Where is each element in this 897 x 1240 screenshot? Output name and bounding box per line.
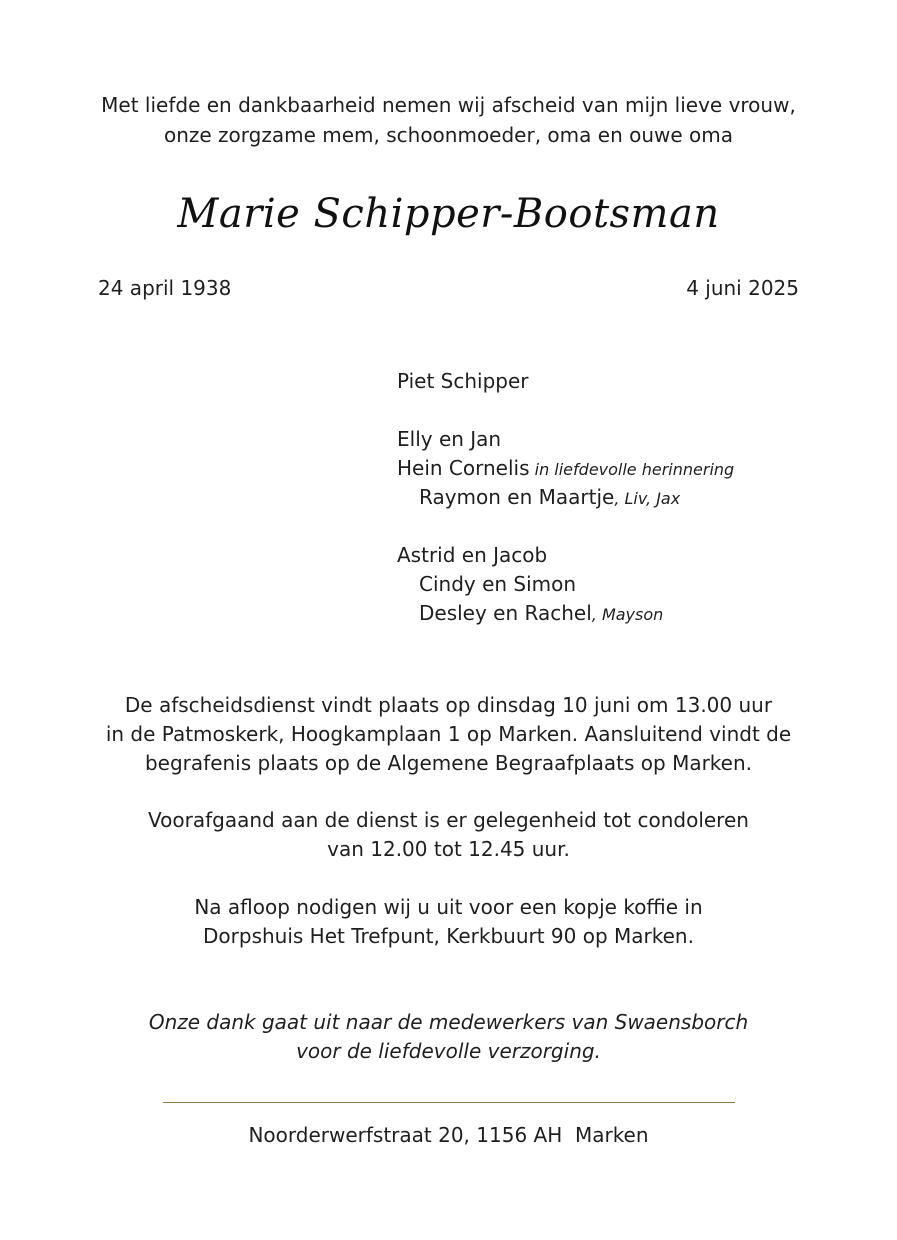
coffee-line-1: Na afloop nodigen wij u uit voor een kopje koffie in — [194, 895, 703, 919]
family-grandchild-1-name: Raymon en Maartje — [419, 485, 615, 509]
family-grandchild-3 — [397, 599, 734, 628]
thanks-line-2: voor de liefdevolle verzorging. — [296, 1039, 601, 1063]
family-grandchild-1 — [397, 483, 734, 512]
intro-line-2: onze zorgzame mem, schoonmoeder, oma en ouwe oma — [163, 123, 734, 147]
family-child-1: Elly en Jan — [397, 427, 502, 451]
service-line-2: in de Patmoskerk, Hoogkamplaan 1 op Marken. Aansluitend vindt de — [105, 722, 792, 746]
family-child-2-note: in liefdevolle herinnering — [529, 460, 735, 479]
intro-line-1: Met liefde en dankbaarheid nemen wij afscheid van mijn lieve vrouw, — [101, 93, 796, 117]
service-line-1: De afscheidsdienst vindt plaats op dinsdag 10 juni om 13.00 uur — [124, 693, 773, 717]
family-list — [397, 367, 734, 628]
intro-text — [0, 90, 897, 150]
family-child-2-name: Hein Cornelis — [397, 456, 530, 480]
family-child-3: Astrid en Jacob — [397, 543, 548, 567]
condolence-line-2: van 12.00 tot 12.45 uur. — [327, 837, 570, 861]
family-grandchild-2: Cindy en Simon — [419, 572, 577, 596]
family-child-2 — [397, 454, 734, 483]
condolence-info — [0, 806, 897, 864]
coffee-line-2: Dorpshuis Het Trefpunt, Kerkbuurt 90 op Marken. — [203, 924, 694, 948]
service-line-3: begrafenis plaats op de Algemene Begraafplaats op Marken. — [144, 751, 753, 775]
divider-line — [163, 1102, 735, 1103]
death-date: 4 juni 2025 — [686, 276, 799, 300]
family-grandchild-3-note: , Mayson — [591, 605, 664, 624]
condolence-line-1: Voorafgaand aan de dienst is er gelegenheid tot condoleren — [148, 808, 749, 832]
deceased-name: Marie Schipper-Bootsman — [177, 191, 720, 237]
coffee-info — [0, 893, 897, 951]
family-grandchild-3-name: Desley en Rachel — [419, 601, 592, 625]
service-info — [0, 691, 897, 778]
birth-date: 24 april 1938 — [98, 276, 232, 300]
family-spouse: Piet Schipper — [397, 369, 529, 393]
address: Noorderwerfstraat 20, 1156 AH Marken — [248, 1123, 649, 1147]
family-grandchild-1-note: , Liv, Jax — [614, 489, 681, 508]
thanks-line-1: Onze dank gaat uit naar de medewerkers van Swaensborch — [148, 1010, 749, 1034]
thanks-note — [0, 1008, 897, 1066]
